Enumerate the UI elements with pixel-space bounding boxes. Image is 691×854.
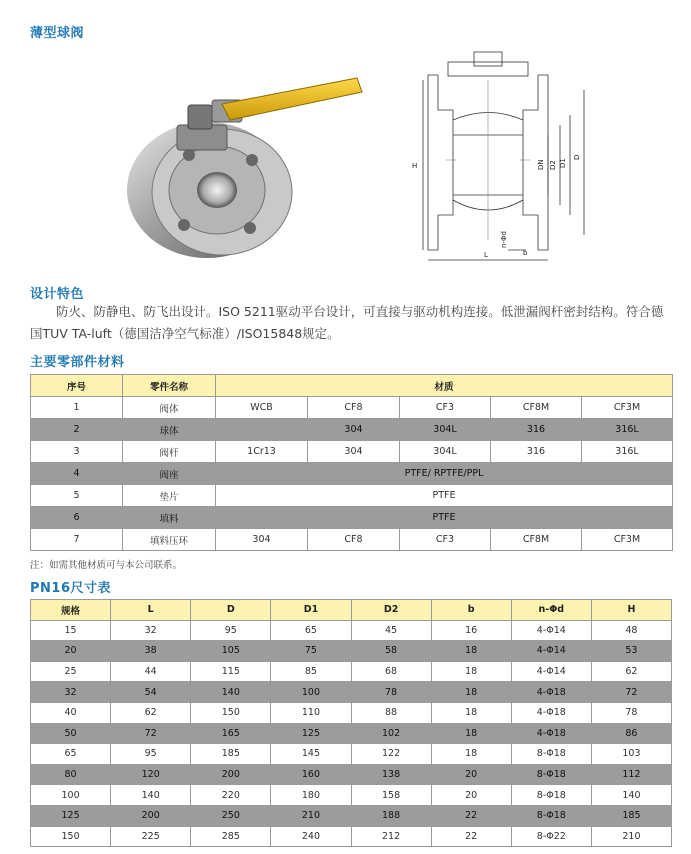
table-cell: 102 (351, 723, 431, 744)
ball-valve-photo (122, 70, 374, 260)
table-cell: 65 (31, 744, 111, 765)
table-cell: 316 (491, 419, 582, 441)
table-cell: 18 (431, 682, 511, 703)
table-cell: 2 (31, 419, 123, 441)
table-cell: 80 (31, 764, 111, 785)
table-cell: CF3M (582, 529, 673, 551)
table-cell: 105 (191, 641, 271, 662)
table-cell: 86 (591, 723, 671, 744)
table-row (31, 826, 672, 847)
label-D2: D2 (549, 160, 557, 170)
table-cell: 140 (111, 785, 191, 806)
table-cell: 65 (271, 620, 351, 641)
label-nd: n-Φd (500, 231, 508, 248)
table-cell: 填料 (123, 507, 216, 529)
pn16-table (30, 599, 672, 847)
table-cell: 18 (431, 744, 511, 765)
table-cell: PTFE (216, 507, 673, 529)
table-cell: 45 (351, 620, 431, 641)
column-header: D (191, 600, 271, 621)
table-cell: 32 (31, 682, 111, 703)
header-material: 材质 (216, 375, 673, 397)
table-cell: 145 (271, 744, 351, 765)
table-row (31, 419, 673, 441)
table-cell: 316L (582, 419, 673, 441)
table-cell: 阀杆 (123, 441, 216, 463)
table-cell: 316 (491, 441, 582, 463)
table-cell: 165 (191, 723, 271, 744)
pn16-heading: PN16尺寸表 (30, 581, 111, 596)
label-H: H (412, 162, 418, 170)
table-cell: 122 (351, 744, 431, 765)
dimension-drawing (408, 50, 608, 265)
table-row (31, 529, 673, 551)
table-cell: 78 (351, 682, 431, 703)
table-cell: PTFE/ RPTFE/PPL (216, 463, 673, 485)
materials-table (30, 374, 673, 551)
column-header: 规格 (31, 600, 111, 621)
table-cell: 18 (431, 723, 511, 744)
table-cell: 85 (271, 661, 351, 682)
table-row (31, 463, 673, 485)
table-cell: 1 (31, 397, 123, 419)
table-cell: 球体 (123, 419, 216, 441)
label-D: D (573, 154, 581, 160)
column-header: n-Φd (511, 600, 591, 621)
table-cell: 垫片 (123, 485, 216, 507)
table-cell: 8-Φ18 (511, 764, 591, 785)
table-cell: 200 (111, 805, 191, 826)
table-cell: 4-Φ18 (511, 702, 591, 723)
table-row (31, 441, 673, 463)
features-heading: 设计特色 (30, 287, 85, 302)
table-cell: 18 (431, 702, 511, 723)
table-cell: 140 (191, 682, 271, 703)
column-header: L (111, 600, 191, 621)
table-row (31, 641, 672, 662)
table-cell: 阀体 (123, 397, 216, 419)
page-title: 薄型球阀 (30, 26, 85, 41)
table-cell: 20 (31, 641, 111, 662)
table-cell: 32 (111, 620, 191, 641)
table-cell: 158 (351, 785, 431, 806)
table-row (31, 785, 672, 806)
table-row (31, 723, 672, 744)
table-cell: 188 (351, 805, 431, 826)
column-header: D2 (351, 600, 431, 621)
table-cell: 304L (400, 441, 491, 463)
table-cell: 18 (431, 661, 511, 682)
table-cell: 62 (111, 702, 191, 723)
table-cell: 4-Φ18 (511, 682, 591, 703)
table-cell: 316L (582, 441, 673, 463)
table-cell: 95 (191, 620, 271, 641)
table-cell: 180 (271, 785, 351, 806)
materials-heading: 主要零部件材料 (30, 355, 125, 370)
table-cell: 95 (111, 744, 191, 765)
table-cell: 112 (591, 764, 671, 785)
table-cell: 4-Φ14 (511, 641, 591, 662)
table-row (31, 485, 673, 507)
table-cell: 210 (591, 826, 671, 847)
table-cell: 5 (31, 485, 123, 507)
table-cell: 120 (111, 764, 191, 785)
table-cell: 220 (191, 785, 271, 806)
table-cell: 78 (591, 702, 671, 723)
table-row (31, 744, 672, 765)
table-cell: 58 (351, 641, 431, 662)
table-cell: 22 (431, 805, 511, 826)
table-cell: 8-Φ18 (511, 805, 591, 826)
column-header: D1 (271, 600, 351, 621)
table-cell: 125 (271, 723, 351, 744)
table-cell: CF8M (491, 529, 582, 551)
table-cell: 4-Φ18 (511, 723, 591, 744)
label-b: b (523, 249, 528, 257)
header-name: 零件名称 (123, 375, 216, 397)
table-cell: 8-Φ18 (511, 744, 591, 765)
table-row (31, 397, 673, 419)
table-cell: 3 (31, 441, 123, 463)
table-cell: WCB (216, 397, 308, 419)
table-cell: 100 (271, 682, 351, 703)
table-cell: 4 (31, 463, 123, 485)
label-D1: D1 (559, 158, 567, 168)
table-row (31, 805, 672, 826)
table-cell: 8-Φ22 (511, 826, 591, 847)
table-cell: 16 (431, 620, 511, 641)
column-header: b (431, 600, 511, 621)
table-cell: PTFE (216, 485, 673, 507)
table-cell: 150 (191, 702, 271, 723)
table-cell: 20 (431, 785, 511, 806)
table-cell: 110 (271, 702, 351, 723)
table-cell: CF8 (308, 529, 400, 551)
table-cell: 8-Φ18 (511, 785, 591, 806)
column-header: H (591, 600, 671, 621)
table-cell: 4-Φ14 (511, 620, 591, 641)
table-cell: 185 (591, 805, 671, 826)
table-cell: 18 (431, 641, 511, 662)
label-L: L (484, 251, 488, 259)
table-cell: 100 (31, 785, 111, 806)
label-DN: DN (537, 159, 545, 170)
table-cell: 72 (111, 723, 191, 744)
table-cell: 103 (591, 744, 671, 765)
table-cell: 75 (271, 641, 351, 662)
table-cell: 140 (591, 785, 671, 806)
table-cell: 44 (111, 661, 191, 682)
table-cell: 68 (351, 661, 431, 682)
table-cell (216, 419, 308, 441)
materials-note: 注：如需其他材质可与本公司联系。 (30, 560, 183, 571)
table-cell: 240 (271, 826, 351, 847)
table-cell: 304L (400, 419, 491, 441)
table-cell: CF3 (400, 397, 491, 419)
table-cell: 285 (191, 826, 271, 847)
table-cell: 50 (31, 723, 111, 744)
table-cell: 304 (216, 529, 308, 551)
table-cell: 304 (308, 419, 400, 441)
table-cell: 22 (431, 826, 511, 847)
table-cell: 20 (431, 764, 511, 785)
table-row (31, 764, 672, 785)
header-no: 序号 (31, 375, 123, 397)
table-cell: 212 (351, 826, 431, 847)
table-cell: 150 (31, 826, 111, 847)
table-cell: CF8M (491, 397, 582, 419)
table-cell: 185 (191, 744, 271, 765)
table-cell: 72 (591, 682, 671, 703)
table-cell: CF8 (308, 397, 400, 419)
table-cell: 250 (191, 805, 271, 826)
table-row (31, 507, 673, 529)
table-cell: 138 (351, 764, 431, 785)
table-cell: 88 (351, 702, 431, 723)
table-row (31, 620, 672, 641)
table-cell: 40 (31, 702, 111, 723)
table-cell: 7 (31, 529, 123, 551)
table-cell: 210 (271, 805, 351, 826)
table-cell: 38 (111, 641, 191, 662)
table-cell: 1Cr13 (216, 441, 308, 463)
table-row (31, 661, 672, 682)
features-text: 防火、防静电、防飞出设计。ISO 5211驱动平台设计，可直接与驱动机构连接。低泄漏阀杆密封结构。符合德国TUV TA-luft（德国洁净空气标准）/ISO15848规定。 (30, 304, 664, 341)
table-cell: 6 (31, 507, 123, 529)
table-cell: 4-Φ14 (511, 661, 591, 682)
table-row (31, 682, 672, 703)
table-cell: CF3 (400, 529, 491, 551)
table-cell: 115 (191, 661, 271, 682)
table-cell: 304 (308, 441, 400, 463)
table-cell: 53 (591, 641, 671, 662)
table-cell: 54 (111, 682, 191, 703)
table-cell: CF3M (582, 397, 673, 419)
table-row (31, 702, 672, 723)
table-cell: 15 (31, 620, 111, 641)
table-cell: 125 (31, 805, 111, 826)
table-cell: 阀座 (123, 463, 216, 485)
table-cell: 225 (111, 826, 191, 847)
table-cell: 160 (271, 764, 351, 785)
table-cell: 200 (191, 764, 271, 785)
table-cell: 25 (31, 661, 111, 682)
table-cell: 62 (591, 661, 671, 682)
table-cell: 填料压环 (123, 529, 216, 551)
table-cell: 48 (591, 620, 671, 641)
